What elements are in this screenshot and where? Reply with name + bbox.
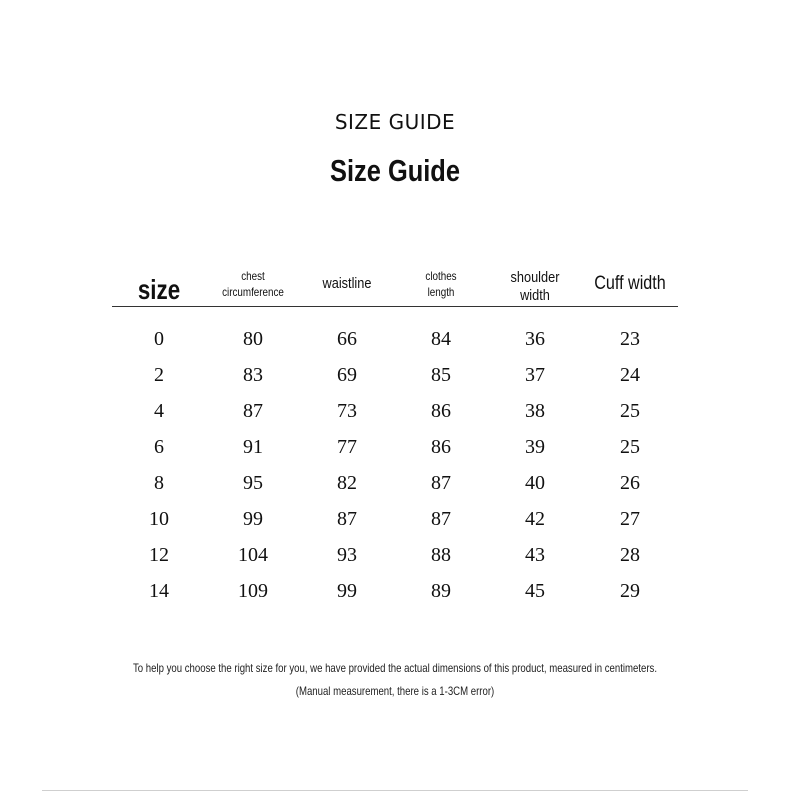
table-header [112,262,678,307]
column-header-waistline: waistline [322,275,372,292]
table-row [112,429,678,465]
cell-chest: 83 [243,364,263,386]
cell-chest: 95 [243,472,263,494]
cell-size: 14 [149,580,169,602]
column-header-chest: chest circumference [222,269,284,299]
cell-length: 88 [431,544,451,566]
cell-shoulder: 43 [525,544,545,566]
cell-cuff: 27 [620,508,640,530]
cell-waistline: 73 [337,400,357,422]
table-row [112,573,678,609]
cell-waistline: 69 [337,364,357,386]
cell-shoulder: 38 [525,400,545,422]
cell-cuff: 29 [620,580,640,602]
cell-cuff: 26 [620,472,640,494]
cell-cuff: 23 [620,328,640,350]
cell-shoulder: 36 [525,328,545,350]
cell-size: 0 [154,328,164,350]
table-row [112,393,678,429]
cell-length: 84 [431,328,451,350]
column-header-cuff-width: Cuff width [594,273,666,294]
cell-shoulder: 37 [525,364,545,386]
cell-waistline: 77 [337,436,357,458]
cell-size: 8 [154,472,164,494]
table-row [112,321,678,357]
measurement-note: To help you choose the right size for you, we have provided the actual dimensions of this product, measured in centimeters. [132,661,658,675]
cell-cuff: 25 [620,400,640,422]
cell-shoulder: 39 [525,436,545,458]
cell-shoulder: 42 [525,508,545,530]
cell-waistline: 93 [337,544,357,566]
table-row [112,465,678,501]
cell-size: 12 [149,544,169,566]
page-title: Size Guide [330,153,460,188]
cell-size: 6 [154,436,164,458]
table-body [112,307,678,609]
cell-cuff: 24 [620,364,640,386]
cell-chest: 87 [243,400,263,422]
cell-waistline: 87 [337,508,357,530]
cell-size: 2 [154,364,164,386]
cell-cuff: 28 [620,544,640,566]
cell-length: 85 [431,364,451,386]
cell-shoulder: 45 [525,580,545,602]
cell-length: 86 [431,400,451,422]
cell-waistline: 82 [337,472,357,494]
cell-cuff: 25 [620,436,640,458]
cell-chest: 109 [238,580,268,602]
cell-length: 87 [431,508,451,530]
cell-chest: 80 [243,328,263,350]
bottom-divider [42,790,748,791]
cell-length: 87 [431,472,451,494]
cell-shoulder: 40 [525,472,545,494]
measurement-error-note: (Manual measurement, there is a 1-3CM error) [295,684,495,698]
column-header-size: size [137,274,181,305]
table-row [112,501,678,537]
cell-chest: 104 [238,544,268,566]
column-header-clothes-length: clothes length [425,269,457,299]
cell-chest: 91 [243,436,263,458]
cell-chest: 99 [243,508,263,530]
cell-size: 10 [149,508,169,530]
cell-size: 4 [154,400,164,422]
column-header-shoulder-width: shoulder width [510,269,560,304]
table-row [112,537,678,573]
table-row [112,357,678,393]
cell-waistline: 99 [337,580,357,602]
size-table [112,262,678,609]
page-title-en: SIZE GUIDE [334,110,456,134]
cell-length: 89 [431,580,451,602]
cell-length: 86 [431,436,451,458]
cell-waistline: 66 [337,328,357,350]
